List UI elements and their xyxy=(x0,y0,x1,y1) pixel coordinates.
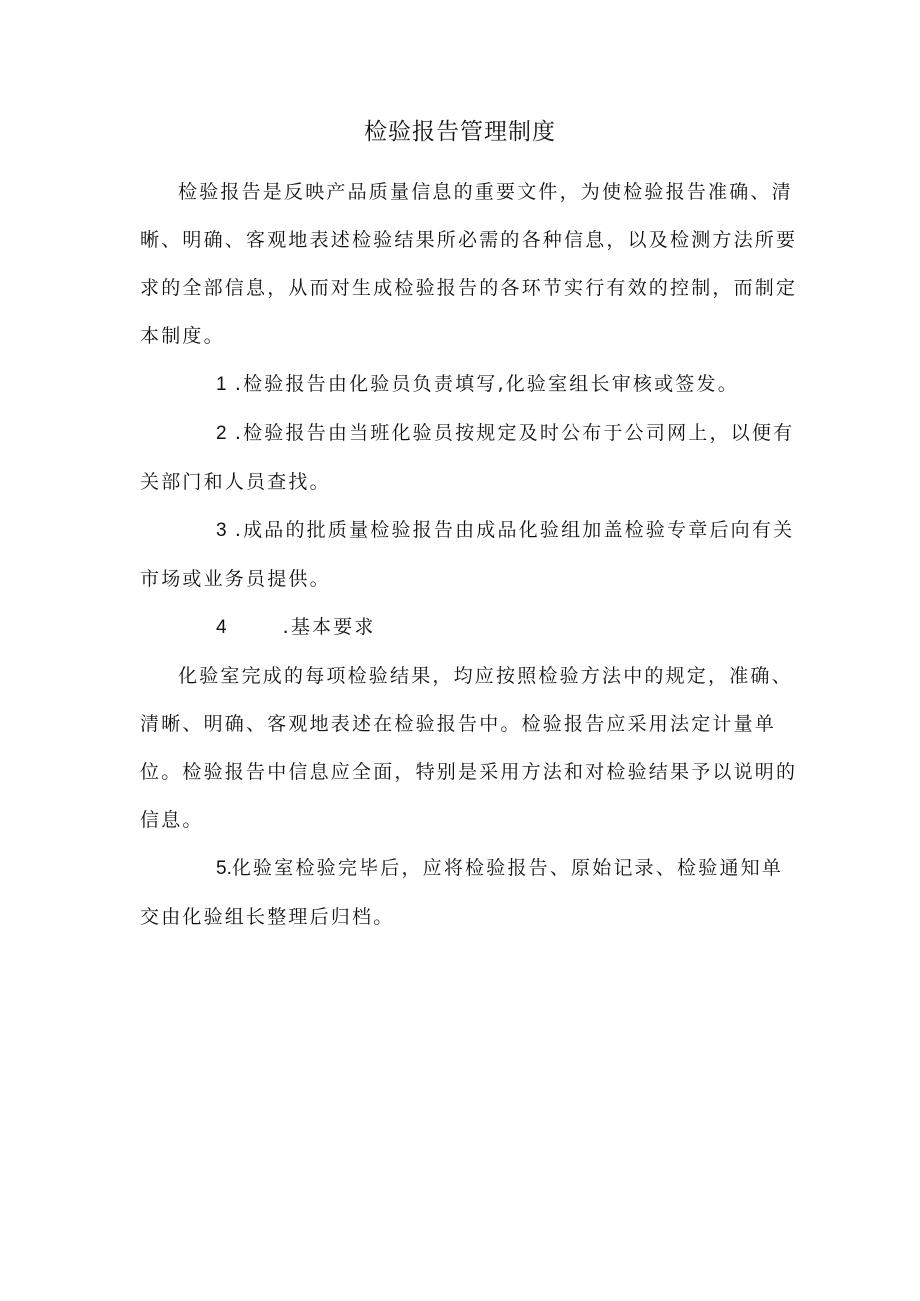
item-5-text: 化验室检验完毕后，应将检验报告、原始记录、检验通知单交由化验组长整理后归档。 xyxy=(140,857,784,928)
intro-paragraph: 检验报告是反映产品质量信息的重要文件，为使检验报告准确、清晰、明确、客观地表述检验结果所必需的各种信息，以及检测方法所要求的全部信息，从而对生成检验报告的各环节实行有效的控制，而制定本制度。 xyxy=(140,181,798,347)
item-1 xyxy=(140,360,800,409)
item-2 xyxy=(140,409,800,506)
item-4-number: 4 xyxy=(216,617,227,638)
item-1-text: .检验报告由化验员负责填写,化验室组长审核或签发。 xyxy=(234,373,739,395)
document-body xyxy=(140,168,800,941)
item-2-text: .检验报告由当班化验员按规定及时公布于公司网上，以便有关部门和人员查找。 xyxy=(140,422,795,493)
item-5 xyxy=(140,844,800,941)
item-3-number: 3 xyxy=(216,520,227,541)
item-3 xyxy=(140,506,800,603)
item-5-number: 5. xyxy=(216,858,232,879)
item-2-number: 2 xyxy=(216,423,227,444)
item-4 xyxy=(140,603,800,652)
item-4-text: .基本要求 xyxy=(282,616,376,638)
requirements-paragraph: 化验室完成的每项检验结果，均应按照检验方法中的规定，准确、清晰、明确、客观地表述在检验报告中。检验报告应采用法定计量单位。检验报告中信息应全面，特别是采用方法和对检验结果予以说明的信息。 xyxy=(140,665,798,831)
item-1-number: 1 xyxy=(216,374,227,395)
document-title: 检验报告管理制度 xyxy=(364,119,556,145)
item-3-text: .成品的批质量检验报告由成品化验组加盖检验专章后向有关市场或业务员提供。 xyxy=(140,519,795,590)
